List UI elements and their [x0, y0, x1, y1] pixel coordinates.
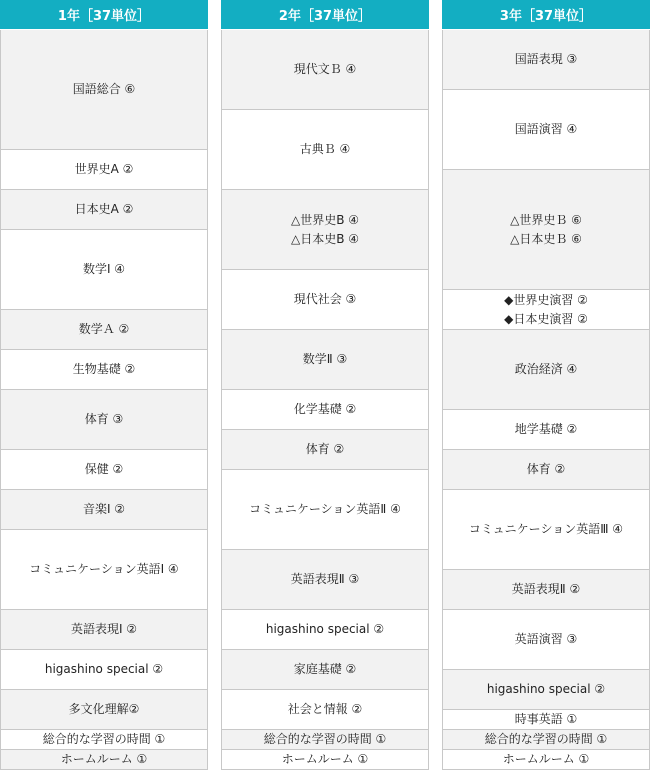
subject-cell — [443, 410, 649, 450]
subject-list — [0, 30, 208, 770]
column-year-3 — [442, 0, 650, 770]
subject-cell — [222, 30, 428, 110]
subject-cell — [443, 90, 649, 170]
subject-label: 国語総合 ⑥ — [72, 82, 136, 97]
column-year-1 — [0, 0, 208, 770]
subject-cell — [443, 610, 649, 670]
subject-cell — [1, 230, 207, 310]
subject-cell — [1, 190, 207, 230]
subject-label: higashino special ② — [486, 682, 606, 697]
subject-label: 古典Ｂ ④ — [299, 142, 351, 157]
subject-cell — [443, 330, 649, 410]
subject-label: 保健 ② — [84, 462, 124, 477]
subject-label: 現代社会 ③ — [293, 292, 357, 307]
subject-label: 総合的な学習の時間 ① — [42, 732, 166, 747]
subject-cell — [443, 710, 649, 730]
subject-label: 家庭基礎 ② — [293, 662, 357, 677]
subject-label: higashino special ② — [44, 662, 164, 677]
subject-label: 英語演習 ③ — [514, 632, 578, 647]
subject-cell — [443, 170, 649, 290]
subject-cell — [1, 310, 207, 350]
subject-cell — [443, 730, 649, 750]
subject-label: 英語表現Ⅱ ③ — [290, 572, 360, 587]
subject-cell — [1, 150, 207, 190]
subject-label: 英語表現Ⅰ ② — [70, 622, 138, 637]
subject-label: 多文化理解② — [68, 702, 140, 717]
subject-cell — [222, 270, 428, 330]
subject-cell — [443, 570, 649, 610]
subject-label: 現代文Ｂ ④ — [293, 62, 357, 77]
subject-cell — [1, 450, 207, 490]
subject-label: 音楽Ⅰ ② — [82, 502, 126, 517]
subject-cell — [1, 30, 207, 150]
subject-label: コミュニケーション英語Ⅱ ④ — [249, 502, 401, 517]
subject-cell — [1, 350, 207, 390]
subject-cell — [1, 650, 207, 690]
subject-label: △日本史Ｂ ⑥ — [510, 231, 582, 246]
subject-label: 体育 ③ — [84, 412, 124, 427]
subject-label: △世界史Ｂ ⑥ — [510, 212, 582, 227]
subject-label: ◆世界史演習 ② — [504, 292, 588, 307]
subject-label: ホームルーム ① — [502, 752, 590, 767]
subject-label: ◆日本史演習 ② — [504, 311, 588, 326]
subject-cell — [443, 670, 649, 710]
subject-label: 英語表現Ⅱ ② — [511, 582, 581, 597]
subject-label: コミュニケーション英語Ⅰ ④ — [29, 562, 179, 577]
subject-label: 時事英語 ① — [514, 712, 578, 727]
subject-cell — [222, 750, 428, 770]
subject-label: 総合的な学習の時間 ① — [484, 732, 608, 747]
subject-cell — [222, 110, 428, 190]
subject-label: ホームルーム ① — [60, 752, 148, 767]
subject-label: 地学基礎 ② — [514, 422, 578, 437]
subject-cell — [443, 490, 649, 570]
subject-cell — [222, 390, 428, 430]
subject-cell — [222, 650, 428, 690]
subject-label: 日本史A ② — [74, 202, 134, 217]
subject-cell — [1, 750, 207, 770]
subject-cell — [443, 30, 649, 90]
subject-cell — [443, 750, 649, 770]
subject-cell — [1, 390, 207, 450]
subject-cell — [222, 690, 428, 730]
subject-cell — [1, 530, 207, 610]
subject-cell — [222, 610, 428, 650]
subject-label: 数学Ⅰ ④ — [82, 262, 126, 277]
subject-cell — [443, 290, 649, 330]
subject-list — [442, 30, 650, 770]
subject-label: △世界史B ④ — [290, 212, 360, 227]
subject-label: 社会と情報 ② — [287, 702, 363, 717]
subject-cell — [222, 330, 428, 390]
subject-list — [221, 30, 429, 770]
subject-label: 世界史A ② — [74, 162, 134, 177]
subject-cell — [1, 610, 207, 650]
subject-label: 政治経済 ④ — [514, 362, 578, 377]
subject-label: 化学基礎 ② — [293, 402, 357, 417]
subject-cell — [1, 490, 207, 530]
subject-cell — [222, 430, 428, 470]
subject-label: 数学Ａ ② — [78, 322, 130, 337]
column-header: 3年［37単位］ — [442, 0, 650, 30]
column-header: 1年［37単位］ — [0, 0, 208, 30]
subject-label: △日本史B ④ — [290, 231, 360, 246]
column-year-2 — [221, 0, 429, 770]
subject-cell — [222, 190, 428, 270]
subject-cell — [222, 470, 428, 550]
subject-label: コミュニケーション英語Ⅲ ④ — [468, 522, 624, 537]
subject-label: 数学Ⅱ ③ — [302, 352, 348, 367]
subject-label: 総合的な学習の時間 ① — [263, 732, 387, 747]
subject-cell — [443, 450, 649, 490]
subject-label: 体育 ② — [526, 462, 566, 477]
subject-cell — [222, 730, 428, 750]
subject-label: 体育 ② — [305, 442, 345, 457]
subject-label: ホームルーム ① — [281, 752, 369, 767]
subject-label: 生物基礎 ② — [72, 362, 136, 377]
subject-label: higashino special ② — [265, 622, 385, 637]
subject-label: 国語表現 ③ — [514, 52, 578, 67]
subject-cell — [1, 730, 207, 750]
subject-cell — [222, 550, 428, 610]
subject-label: 国語演習 ④ — [514, 122, 578, 137]
subject-cell — [1, 690, 207, 730]
column-header: 2年［37単位］ — [221, 0, 429, 30]
